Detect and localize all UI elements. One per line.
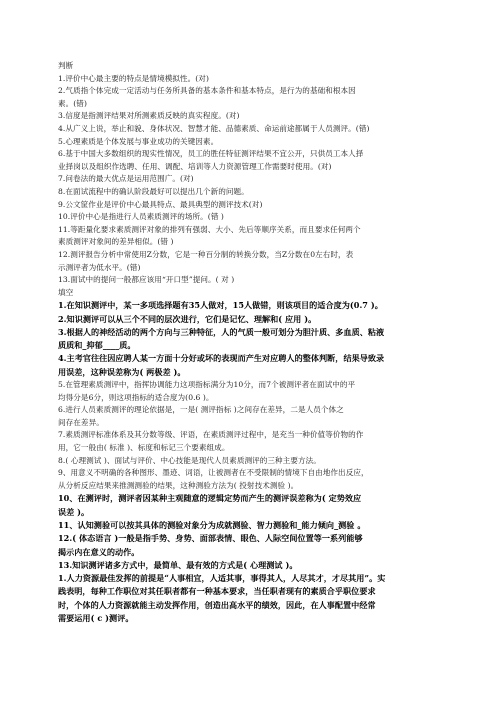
text-line: 7.素质测评标准体系及其分数等级、评语，在素质测评过程中，是充当一种价值等价物的作 — [58, 430, 364, 440]
section-heading: 填空 — [58, 287, 74, 297]
text-line: 10.评价中心是指进行人员素质测评的场所。(错 ) — [58, 212, 224, 222]
text-line: 均得分是6分，则这项指标的适合度为(0.6 )。 — [58, 392, 214, 402]
text-line: 3.信度是指测评结果对所测素质反映的真实程度。(对) — [58, 111, 240, 121]
text-line: 13.知识测评诸多方式中，最简单、最有效的方式是( 心理测试 )。 — [58, 559, 298, 570]
text-line: 示测评者为低水平。(错) — [58, 262, 141, 272]
section-heading: 判断 — [58, 61, 74, 70]
text-line: 揭示内在意义的动作。 — [58, 546, 140, 557]
text-line: 6.基于中国大多数组织的现实性情况，员工的胜任特征测评结果不宜公开，只供员工本人择 — [58, 149, 364, 159]
text-line: 时，个体的人力资源就能主动发挥作用，创造出高水平的绩效，因此，在人事配置中经常 — [58, 599, 376, 610]
text-line: 1.评价中心最主要的特点是情境模拟性。(对) — [58, 73, 209, 83]
text-line: 13.面试中的提问一般都应该用“开口型”提问。( 对 ) — [58, 275, 235, 285]
text-line: 间存在差异。 — [58, 417, 104, 427]
text-line: 8.在面试流程中的确认阶段最好可以提出几个新的问题。 — [58, 186, 249, 196]
text-line: 2.气质指个体完成一定活动与任务所具备的基本条件和基本特点，是行为的基础和根本因 — [58, 86, 356, 96]
text-line: 2.知识测评可以从三个不同的层次进行，它们是记忆、理解和( 应用 )。 — [58, 313, 317, 324]
text-line: 11.等距量化要求素质测评对象的排列有强弱、大小、先后等顺序关系，而且要求任何两个 — [58, 224, 361, 234]
text-line: 从分析反应结果来推测测验的结果，这种测验方法为( 投射技术测验 )。 — [58, 480, 299, 490]
text-line: 1.人力资源最佳发挥的前提是“人事相宜，人适其事，事得其人，人尽其才，才尽其用”。实 — [58, 573, 386, 584]
text-line: 素。(错) — [58, 98, 87, 108]
text-line: 践表明，每种工作职位对其任职者都有一种基本要求，当任职者现有的素质合乎职位要求 — [58, 586, 376, 597]
text-line: 需要运用( c )测评。 — [58, 613, 134, 624]
text-line: 用，它一般由( 标准 )、标度和标记三个要素组成。 — [58, 443, 230, 453]
text-line: 5.在管理素质测评中，指挥协调能力这项指标满分为10分，而7个被测评者在面试中的平 — [58, 380, 356, 390]
text-line: 11、认知测验可以按其具体的测验对象分为成就测验、智力测验和_能力倾向_测验 。 — [58, 520, 366, 530]
text-line: 12.测评报告分析中常使用Z分数，它是一种百分制的转换分数，当Z分数在0左右时，表 — [58, 249, 354, 259]
text-line: 6.进行人员素质测评的理论依据是，一是( 测评指标 )之间存在差异，二是人员个体之 — [58, 405, 344, 415]
text-line: 业择岗以及组织作选聘、任用、调配、培训等人力资源管理工作需要时使用。(对) — [58, 161, 332, 171]
text-line: 7.问卷法的最大优点是运用范围广。(对) — [58, 174, 194, 184]
text-line: 素质测评对象间的差异相似。(错 ) — [58, 237, 174, 247]
text-line: 5.心理素质是个体发展与事业成功的关键因素。 — [58, 136, 219, 146]
text-line: 9.公文筐作业是评价中心最具特点、最具典型的测评技术(对) — [58, 199, 263, 209]
text-line: 1.在知识测评中，某一多项选择题有35人做对，15人做错，则该项目的适合度为(0.7 )。 — [58, 300, 383, 311]
text-line: 8.( 心理测试 )、面试与评价、中心技能是现代人员素质测评的三种主要方法。 — [58, 455, 321, 465]
text-line: 质质和_抑郁____质。 — [58, 340, 136, 351]
text-line: 10、在测评时，测评者因某种主观随意的逻辑定势而产生的测评误差称为( 定势效应 — [58, 493, 362, 504]
text-line: 12.( 体态语言 )一般是指手势、身势、面部表情、眼色、人际空间位置等一系列能够 — [58, 533, 363, 544]
text-line: 用误差，这种误差称为( 两极差 )。 — [58, 366, 186, 377]
text-line: 3.根据人的神经活动的两个方向与三种特征，人的气质一般可划分为胆汁质、多血质、粘液 — [58, 326, 385, 337]
text-line: 误差 )。 — [58, 506, 90, 517]
text-line: 4.从广义上说，举止和貌、身体状况、智慧才能、品德素质、命运前途都属于人员测评。(错) — [58, 123, 370, 133]
text-line: 4.主考官往往因应聘人某一方面十分好或坏的表现而产生对应聘人的整体判断，结果导致录 — [58, 353, 385, 364]
text-line: 9、用意义不明确的各种图形、墨迹、词语，让被测者在不受限制的情境下自由地作出反应， — [58, 468, 369, 478]
document-body — [58, 60, 442, 625]
